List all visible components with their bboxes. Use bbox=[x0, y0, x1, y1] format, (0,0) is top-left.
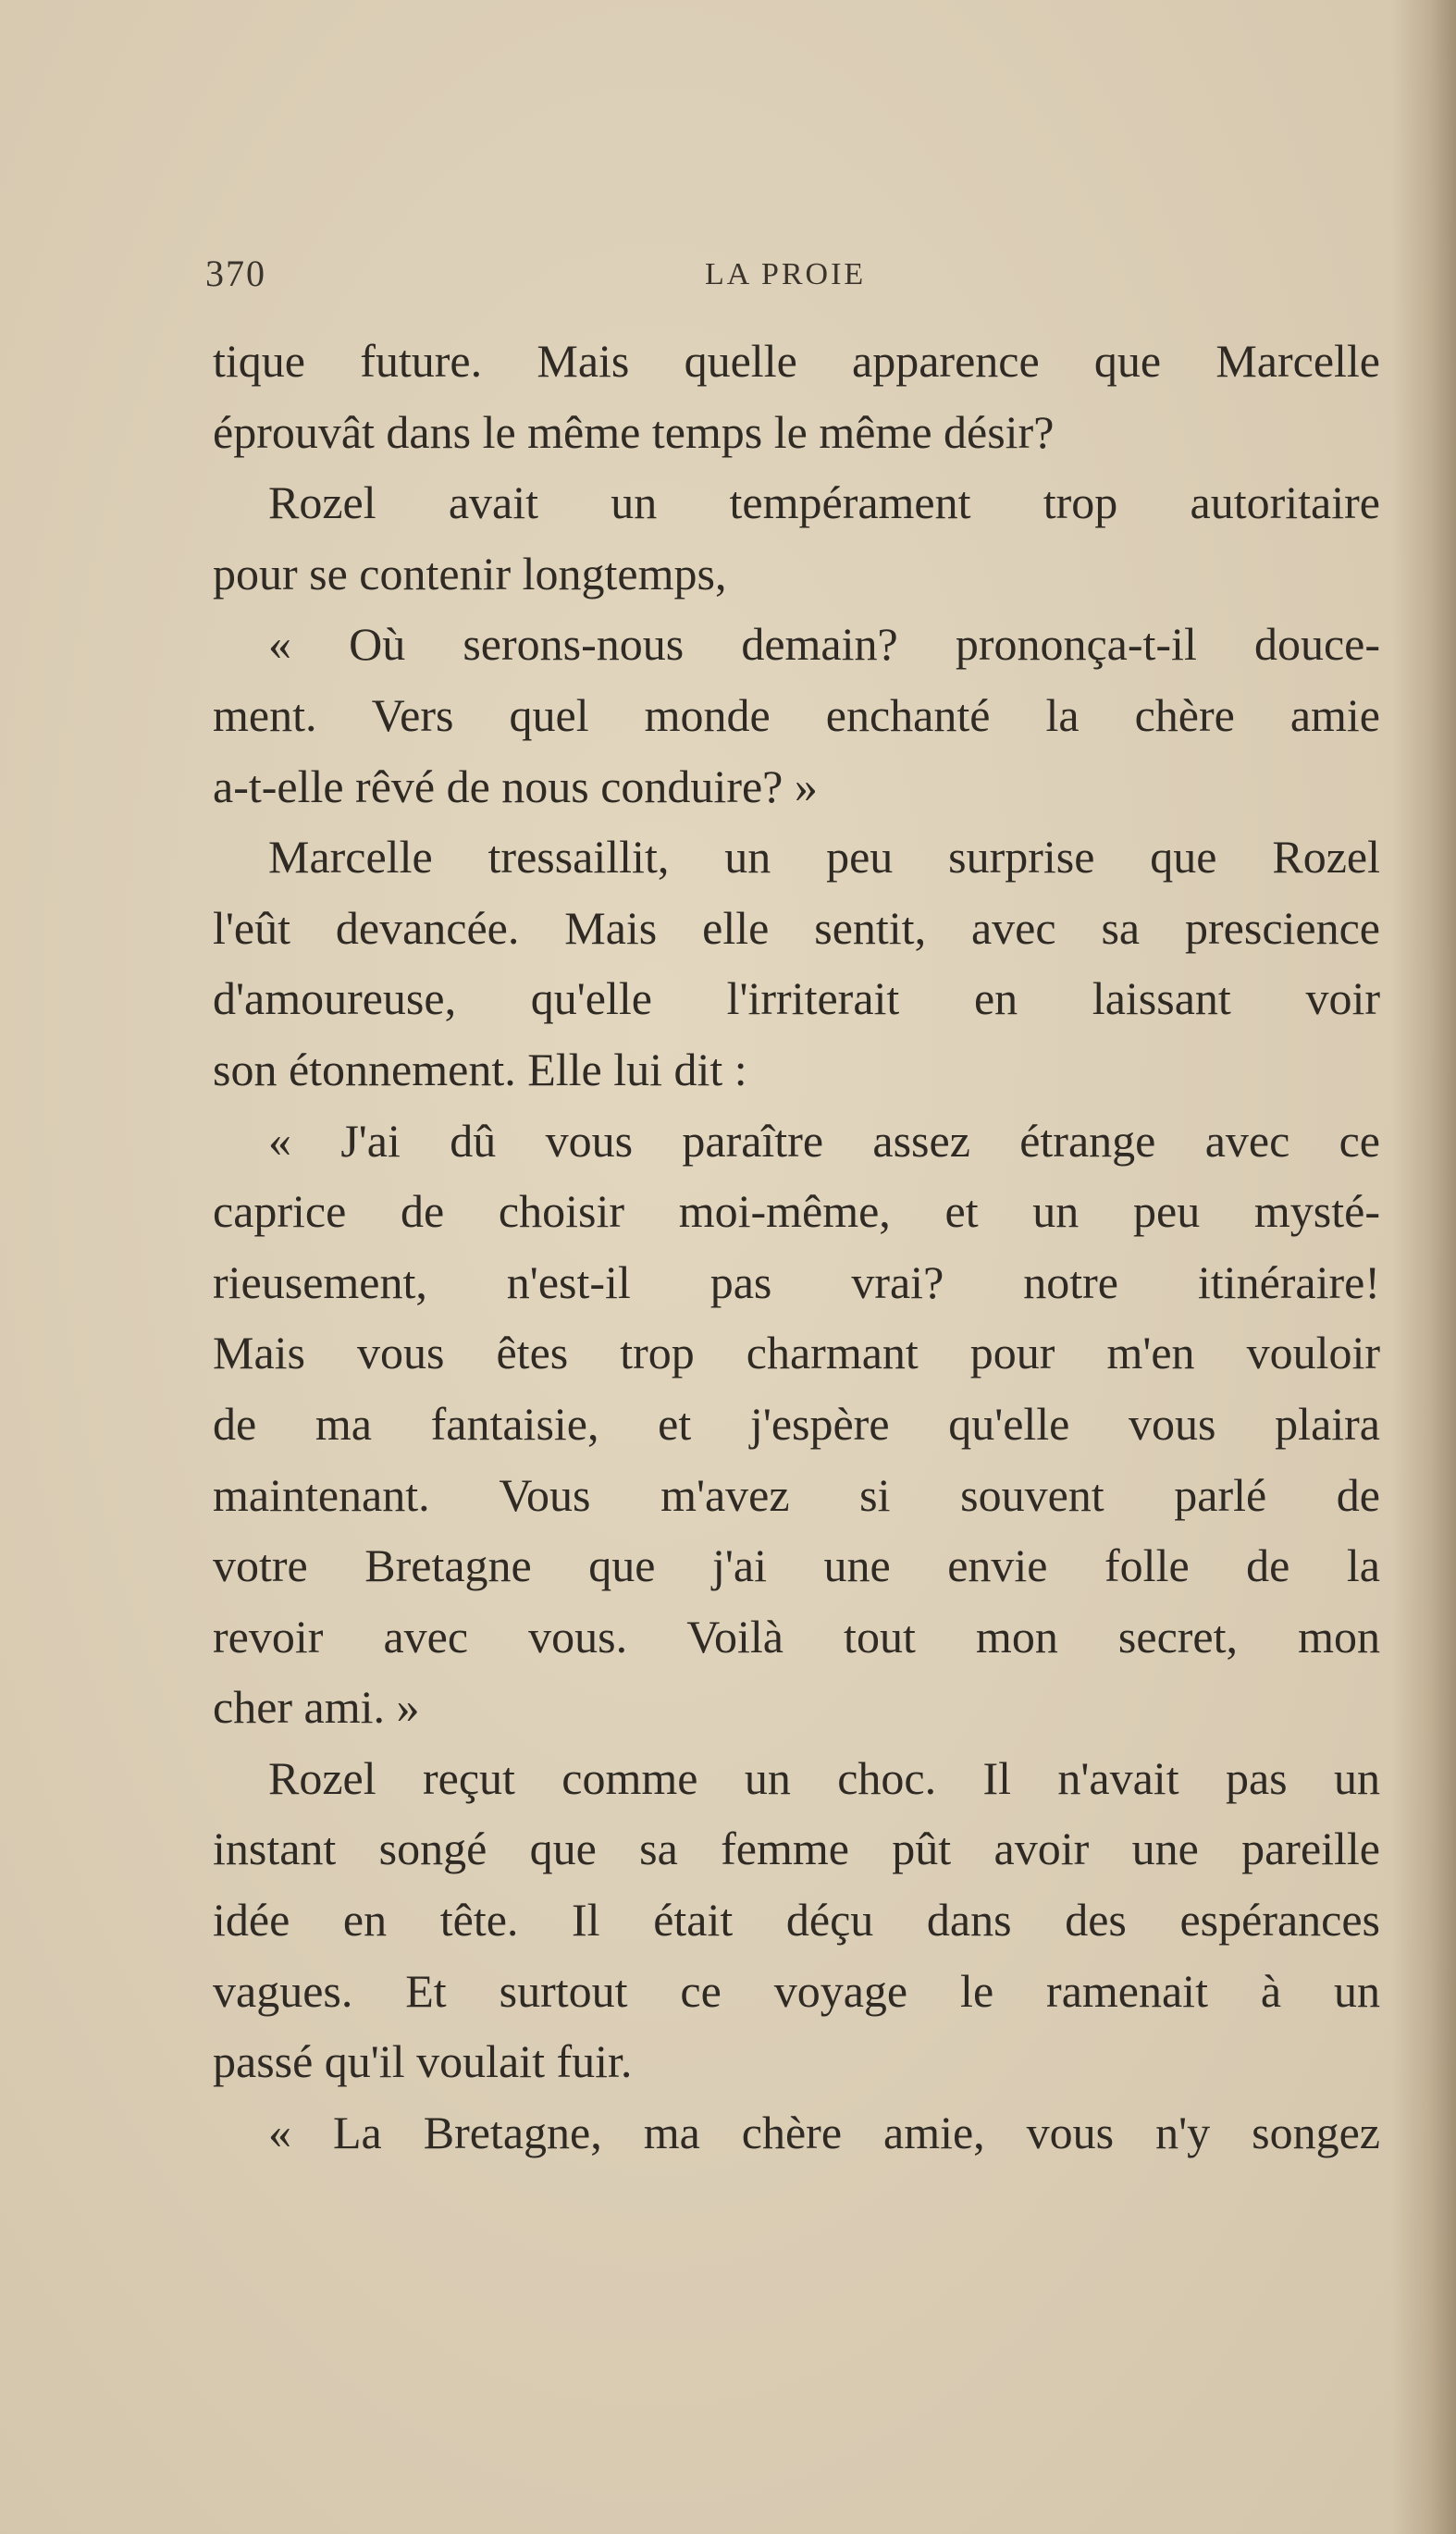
text-line: « La Bretagne, ma chère amie, vous n'y songez bbox=[268, 2106, 1380, 2158]
text-line: rieusement, n'est-il pas vrai? notre itinéraire! bbox=[213, 1255, 1380, 1308]
text-line: passé qu'il voulait fuir. bbox=[213, 2035, 633, 2088]
text-line: revoir avec vous. Voilà tout mon secret, mon bbox=[213, 1610, 1380, 1663]
text-line: son étonnement. Elle lui dit : bbox=[213, 1043, 747, 1095]
text-line: l'eût devancée. Mais elle sentit, avec sa prescience bbox=[213, 901, 1380, 954]
text-line: cher ami. » bbox=[213, 1681, 420, 1734]
text-line: votre Bretagne que j'ai une envie folle de la bbox=[213, 1539, 1380, 1592]
running-head bbox=[205, 252, 1371, 307]
body-text bbox=[213, 326, 1380, 2168]
text-line: idée en tête. Il était déçu dans des espérances bbox=[213, 1894, 1380, 1947]
page-edge-shadow bbox=[1391, 0, 1456, 2534]
text-line: instant songé que sa femme pût avoir une pareille bbox=[213, 1823, 1380, 1875]
text-line: « J'ai dû vous paraître assez étrange avec ce bbox=[268, 1114, 1380, 1167]
page-number: 370 bbox=[205, 253, 266, 294]
text-line: « Où serons-nous demain? prononça-t-il douce- bbox=[268, 618, 1380, 671]
text-line: éprouvât dans le même temps le même désir? bbox=[213, 405, 1055, 458]
text-line: d'amoureuse, qu'elle l'irriterait en laissant voir bbox=[213, 972, 1380, 1025]
text-line: caprice de choisir moi-même, et un peu mysté- bbox=[213, 1185, 1380, 1238]
text-line: Rozel reçut comme un choc. Il n'avait pas un bbox=[268, 1751, 1380, 1804]
text-line: ment. Vers quel monde enchanté la chère amie bbox=[213, 688, 1380, 741]
text-line: Mais vous êtes trop charmant pour m'en vouloir bbox=[213, 1327, 1380, 1379]
text-line: maintenant. Vous m'avez si souvent parlé de bbox=[213, 1468, 1380, 1521]
text-line: Marcelle tressaillit, un peu surprise que Rozel bbox=[268, 831, 1380, 884]
text-line: tique future. Mais quelle apparence que Marcelle bbox=[213, 335, 1380, 387]
text-line: a-t-elle rêvé de nous conduire? » bbox=[213, 760, 818, 812]
running-title: LA PROIE bbox=[705, 257, 867, 291]
text-line: vagues. Et surtout ce voyage le ramenait à un bbox=[213, 1964, 1380, 2017]
text-line: Rozel avait un tempérament trop autoritaire bbox=[268, 476, 1380, 529]
text-line: de ma fantaisie, et j'espère qu'elle vous plaira bbox=[213, 1397, 1380, 1450]
text-line: pour se contenir longtemps, bbox=[213, 547, 727, 600]
